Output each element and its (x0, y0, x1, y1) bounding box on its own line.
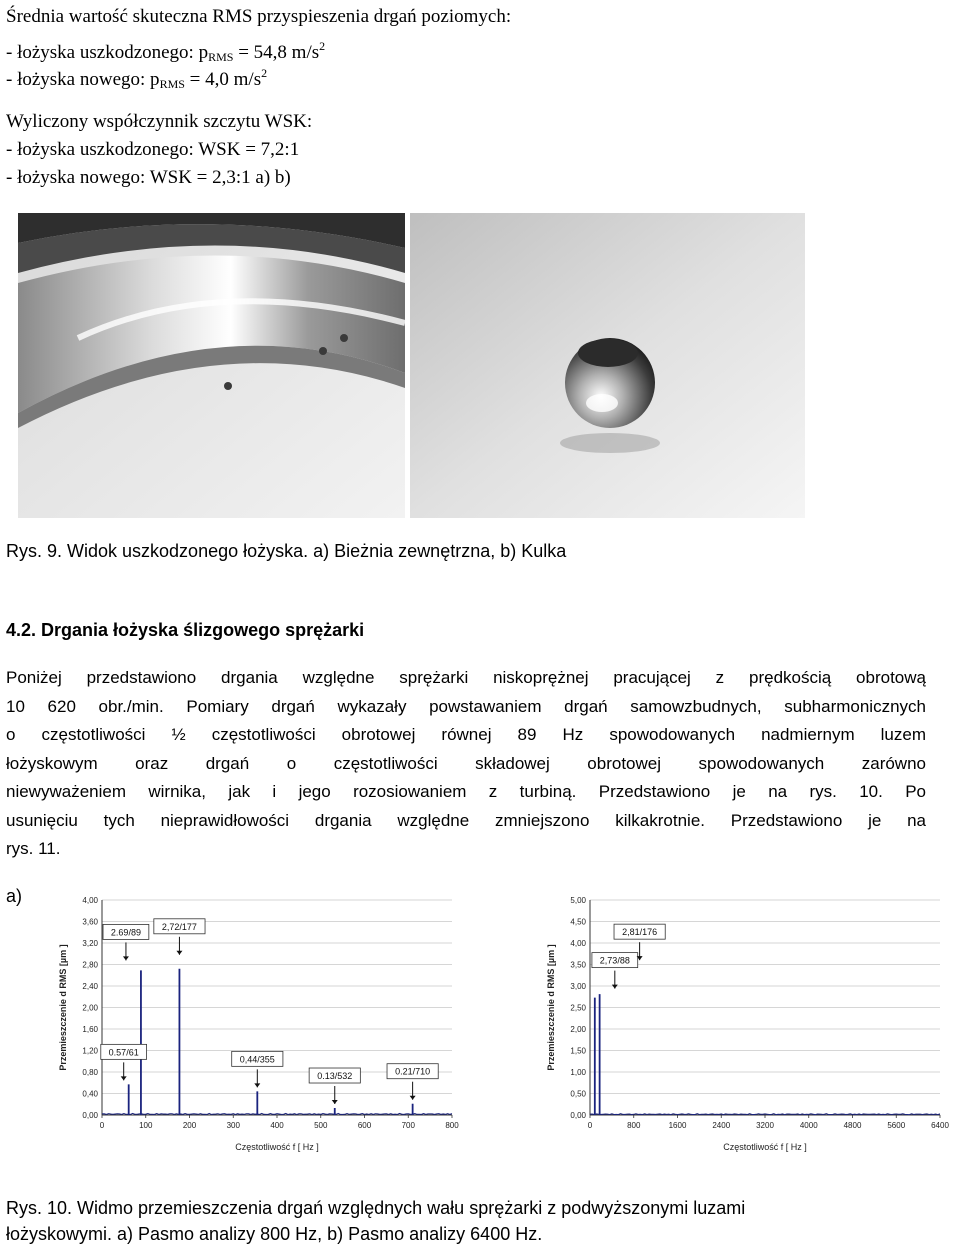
y-tick-label: 0,80 (82, 1068, 98, 1077)
y-tick-label: 4,50 (570, 917, 586, 927)
peak-label: 2,73/88 (599, 955, 630, 966)
y-axis-label: Przemieszczenie d RMS [µm ] (546, 944, 556, 1071)
x-tick-label: 1600 (668, 1121, 687, 1130)
figure-10-caption (6, 1195, 745, 1247)
rms-damaged-sub: RMS (208, 50, 234, 64)
rms-damaged-sup: 2 (319, 39, 326, 53)
peak-arrow-head (332, 1100, 338, 1104)
paragraph-line: 10 620 obr./min. Pomiary drgań wykazały powstawaniem drgań samowzbudnych, subharmonicznych (6, 696, 926, 716)
y-tick-label: 2,00 (82, 1003, 98, 1013)
y-tick-label: 3,20 (82, 939, 98, 948)
rms-damaged-prefix: - łożyska uszkodzonego: p (6, 42, 209, 63)
x-tick-label: 700 (401, 1121, 415, 1130)
peak-label: 0.57/61 (108, 1047, 139, 1058)
figure-10-caption-line1: Rys. 10. Widmo przemieszczenia drgań względnych wału sprężarki z podwyższonymi luzami (6, 1198, 746, 1218)
x-tick-label: 2400 (712, 1121, 731, 1130)
peak-arrow-head (612, 985, 618, 989)
y-tick-label: 1,00 (570, 1068, 586, 1077)
x-tick-label: 500 (314, 1121, 328, 1130)
x-axis-label: Częstotliwość f [ Hz ] (235, 1142, 319, 1152)
wsk-heading: Wyliczony współczynnik szczytu WSK: (6, 111, 313, 132)
y-tick-label: 1,60 (82, 1025, 98, 1034)
y-tick-label: 3,60 (82, 917, 98, 927)
y-tick-label: 0,50 (570, 1089, 586, 1099)
rms-heading: Średnia wartość skuteczna RMS przyspieszenia drgań poziomych: (6, 6, 512, 27)
y-tick-label: 1,20 (82, 1046, 98, 1056)
bearing-race-drawing (18, 213, 405, 518)
x-tick-label: 600 (357, 1121, 372, 1130)
peak-label: 2,81/176 (622, 927, 658, 938)
rms-new-line (6, 62, 267, 95)
paragraph-line: rys. 11. (6, 839, 61, 858)
x-tick-label: 800 (445, 1121, 459, 1130)
y-tick-label: 2,80 (82, 960, 98, 970)
paragraph-line: usunięciu tych nieprawidłowości drgania względne zmniejszono kilkakrotnie. Przedstawiono je na (6, 810, 926, 830)
wsk-damaged-line: - łożyska uszkodzonego: WSK = 7,2:1 (6, 139, 300, 160)
rms-new-prefix: - łożyska nowego: p (6, 69, 160, 90)
y-tick-label: 4,00 (82, 896, 98, 905)
peak-label: 2,72/177 (161, 921, 197, 932)
peak-arrow-head (176, 951, 182, 955)
y-tick-label: 2,00 (570, 1025, 586, 1034)
x-tick-label: 0 (99, 1121, 105, 1130)
x-tick-label: 3200 (756, 1121, 774, 1130)
x-tick-label: 300 (226, 1121, 240, 1130)
peak-label: 0,44/355 (239, 1054, 275, 1065)
y-tick-label: 2,50 (570, 1003, 586, 1013)
figure-10-caption-line2: łożyskowymi. a) Pasmo analizy 800 Hz, b) Pasmo analizy 6400 Hz. (6, 1224, 543, 1244)
x-tick-label: 200 (182, 1121, 197, 1130)
y-tick-label: 0,00 (82, 1111, 98, 1120)
y-axis-label: Przemieszczenie d RMS [µm ] (58, 944, 68, 1071)
y-tick-label: 0,40 (82, 1089, 98, 1099)
bearing-ball-drawing (410, 213, 805, 518)
figure-9-caption: Rys. 9. Widok uszkodzonego łożyska. a) Bieżnia zewnętrzna, b) Kulka (6, 541, 567, 561)
x-tick-label: 100 (139, 1121, 153, 1130)
x-tick-label: 400 (270, 1121, 284, 1130)
spectrum-chart-6400hz (540, 888, 960, 1170)
rms-new-sub: RMS (159, 77, 185, 91)
rms-new-value: = 4,0 m/s (184, 69, 262, 90)
section-paragraph (6, 664, 926, 864)
photo-bearing-race (18, 213, 405, 518)
spectrum-chart-800hz (52, 888, 472, 1170)
paragraph-line: niewyważeniem wirnika, jak i jego rozosiowaniem z turbiną. Przedstawiono je na rys. 10. Po (6, 782, 926, 801)
peak-arrow-head (410, 1096, 416, 1100)
spectrum-baseline (590, 1114, 940, 1115)
wsk-new-line: - łożyska nowego: WSK = 2,3:1 a) b) (6, 167, 291, 188)
y-tick-label: 4,00 (570, 939, 586, 948)
x-tick-label: 4800 (843, 1121, 862, 1130)
paragraph-line: łożyskowym oraz drgań o częstotliwości składowej obrotowej spowodowanych zarówno (6, 753, 926, 773)
x-axis-label: Częstotliwość f [ Hz ] (723, 1142, 807, 1152)
y-tick-label: 3,00 (570, 982, 586, 991)
photo-bearing-ball (410, 213, 805, 518)
figure-10-label-a: a) (6, 886, 23, 906)
y-tick-label: 1,50 (570, 1046, 586, 1056)
peak-label: 0.21/710 (395, 1066, 431, 1077)
x-tick-label: 5600 (887, 1121, 906, 1130)
rms-damaged-value: = 54,8 m/s (233, 42, 320, 63)
y-tick-label: 0,00 (570, 1111, 586, 1120)
x-tick-label: 4000 (799, 1121, 818, 1130)
x-tick-label: 800 (627, 1121, 641, 1130)
paragraph-line: o częstotliwości ½ częstotliwości obrotowej równej 89 Hz spowodowanych nadmiernym luzem (6, 725, 926, 744)
peak-label: 0.13/532 (317, 1071, 353, 1082)
x-tick-label: 6400 (931, 1121, 949, 1130)
paragraph-line: Poniżej przedstawiono drgania względne sprężarki niskoprężnej pracującej z prędkością obrotową (6, 668, 926, 687)
y-tick-label: 2,40 (82, 982, 98, 991)
rms-new-sup: 2 (261, 66, 268, 80)
peak-arrow-head (254, 1083, 260, 1087)
x-tick-label: 0 (587, 1121, 593, 1130)
peak-arrow-head (123, 956, 129, 960)
peak-label: 2.69/89 (110, 927, 141, 938)
spectrum-baseline (102, 1113, 452, 1114)
y-tick-label: 5,00 (570, 896, 586, 905)
section-heading: 4.2. Drgania łożyska ślizgowego sprężarki (6, 620, 365, 640)
peak-arrow-head (121, 1076, 127, 1080)
y-tick-label: 3,50 (570, 960, 586, 970)
